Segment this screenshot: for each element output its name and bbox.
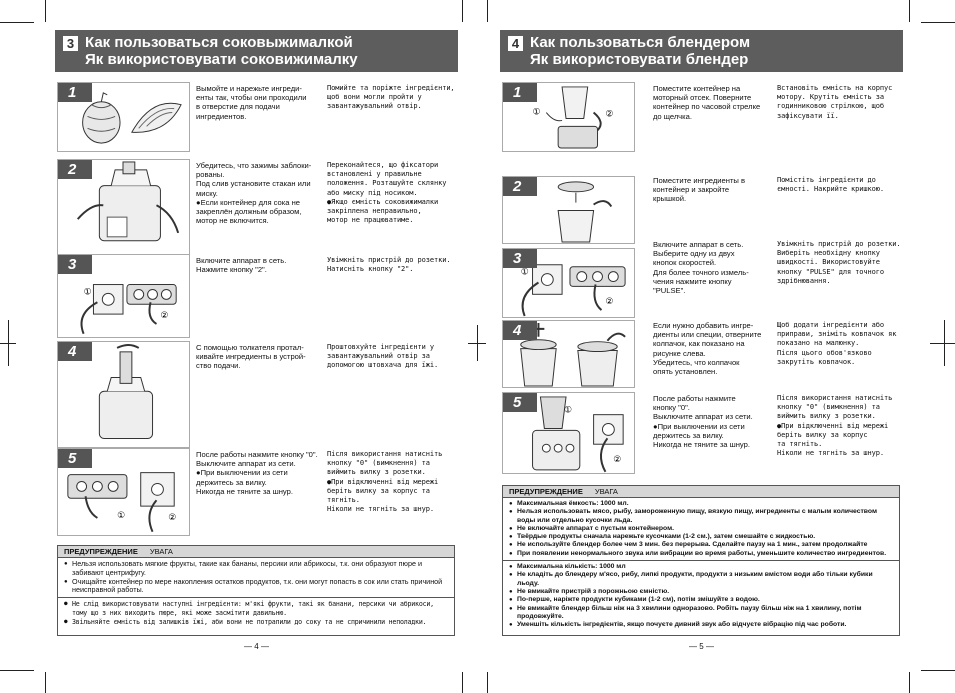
page-number: — 4 —: [244, 642, 269, 651]
warning-list-ua: [503, 561, 899, 631]
warning-label-ru: ПРЕДУПРЕЖДЕНИЕ: [64, 547, 138, 556]
warning-item: ● Не используйте блендер более чем 3 мин. без перерыва. Сделайте паузу на 1 мин., затем продолжайте: [509, 541, 895, 549]
crop-mark: [462, 672, 463, 693]
svg-text:②: ②: [605, 109, 614, 120]
page-blender: [500, 30, 903, 656]
title-ua: Як використовувати соковижималку: [85, 51, 358, 68]
step-text-ru: Включите аппарат в сеть. Выберите одну из двух кнопок скоростей. Для более точного измель- чения нажмите кнопку "PULSE".: [653, 240, 749, 296]
step-illustration: [57, 254, 190, 338]
svg-text:②: ②: [168, 512, 177, 523]
step-text-ru: С помощью толкателя протал- кивайте ингредиенты в устрой- ство подачи.: [196, 343, 306, 371]
title-ua: Як використовувати блендер: [530, 51, 749, 68]
step-illustration: [502, 320, 635, 388]
svg-text:①: ①: [532, 107, 541, 118]
crop-mark: [487, 672, 488, 693]
step-text-ua: Помістіть інгредієнти до ємності. Накрийте кришкою.: [777, 176, 884, 194]
page-juicer: [55, 30, 458, 656]
step-text-ru: Убедитесь, что зажимы заблоки- рованы. Под слив установите стакан или миску. ●Если контейнер для сока не закреплён должным образом, мотор не включится.: [196, 161, 312, 226]
svg-text:①: ①: [83, 287, 92, 298]
svg-text:②: ②: [613, 454, 622, 465]
warning-label-ru: ПРЕДУПРЕЖДЕНИЕ: [509, 487, 583, 496]
warning-list-ua: [58, 598, 454, 628]
warning-item: ● При появлении ненормального звука или вибрации во время работы, уменьшите количество ингредиентов.: [509, 550, 895, 558]
title-ru: Как пользоваться блендером: [530, 34, 751, 51]
step-text-ua: Після використання натисніть кнопку "0" (вимкнення) та виймить вилку з розетки. ●При відключенні від мережі беріть вилку за корпус та тягніть. Ніколи не тягніть за шнур.: [777, 394, 893, 458]
svg-text:①: ①: [117, 510, 126, 521]
step-illustration: [57, 159, 190, 255]
warning-box: [57, 545, 455, 636]
warning-item: ● Максимальная ёмкость: 1000 мл.: [509, 500, 895, 508]
warning-item: ● Не вмикайте пристрій з порожньою ємністю.: [509, 588, 895, 596]
step-number: 1: [58, 83, 92, 102]
warning-list-ru: [58, 558, 454, 598]
step-text-ru: Вымойте и нарежьте ингреди- енты так, чтобы они проходили в отверстие для подачи ингредиентов.: [196, 84, 307, 121]
svg-text:①: ①: [564, 405, 573, 416]
crop-mark: [909, 0, 910, 22]
crop-mark: [462, 0, 463, 22]
step-illustration: [502, 392, 635, 474]
crop-mark: [921, 670, 955, 671]
step-text-ru: Поместите контейнер на моторный отсек. Поверните контейнер по часовой стрелке до щелчка.: [653, 84, 761, 121]
svg-text:②: ②: [605, 297, 614, 308]
warning-header: [58, 546, 454, 558]
warning-item: ● Очищайте контейнер по мере накопления остатков продуктов, т.к. они могут попасть в сок или стать причиной неисправной работы.: [64, 578, 450, 596]
step-illustration: [502, 248, 635, 318]
section-header: [500, 30, 903, 72]
registration-mark: [8, 320, 9, 366]
step-text-ua: Щоб додати інгредієнти або приправи, зніміть ковпачок як показано на малюнку. Після цього обов'язково закрутіть ковпачок.: [777, 321, 897, 366]
warning-item: ● Нельзя использовать мясо, рыбу, замороженную пищу, вязкую пищу, ингредиенты с малым количеством воды или отдельно кусочки льда.: [509, 508, 895, 525]
crop-mark: [909, 672, 910, 693]
step-text-ru: Поместите ингредиенты в контейнер и закройте крышкой.: [653, 176, 746, 204]
step-number: 5: [503, 393, 537, 412]
step-number: 4: [503, 321, 537, 340]
crop-mark: [0, 670, 34, 671]
crop-mark: [0, 22, 34, 23]
svg-text:①: ①: [520, 267, 529, 278]
step-number: 1: [503, 83, 537, 102]
step-text-ua: Переконайтеся, що фіксатори встановлені у правильне положення. Розташуйте склянку або миску під носиком. ●Якщо ємність соковижималки закріплена неправильно, мотор не працюватиме.: [327, 161, 447, 225]
warning-item: ● По-перше, наріжте продукти кубиками (1-2 см), потім змішуйте з водою.: [509, 596, 895, 604]
crop-mark: [921, 22, 955, 23]
step-number: 3: [58, 255, 92, 274]
page-number: — 5 —: [689, 642, 714, 651]
step-text-ru: Если нужно добавить ингре- диенты или специи, отверните колпачок, как показано на рисунке слева. Убедитесь, что колпачок опять установлен.: [653, 321, 762, 377]
warning-item: ● Максимальна кількість: 1000 мл: [509, 563, 895, 571]
step-number: 2: [58, 160, 92, 179]
warning-item: ● Не вмикайте блендер більш ніж на 3 хвилини одноразово. Робіть паузу більш ніж на 1 хвилину, потім продовжуйте.: [509, 605, 895, 622]
step-text-ru: После работы нажмите кнопку "0". Выключите аппарат из сети. ●При выключении из сети держитесь за вилку. Никогда не тяните за шнур.: [653, 394, 753, 450]
svg-text:②: ②: [160, 311, 169, 322]
step-text-ua: Встановіть ємність на корпус мотору. Крутіть ємність за годинниковою стрілкою, щоб зафіксувати її.: [777, 84, 893, 120]
step-number: 5: [58, 449, 92, 468]
title-ru: Как пользоваться соковыжималкой: [85, 34, 353, 51]
warning-label-ua: УВАГА: [149, 547, 173, 556]
section-number: 3: [63, 36, 78, 51]
step-number: 2: [503, 177, 537, 196]
crop-mark: [487, 0, 488, 22]
warning-list-ru: [503, 498, 899, 561]
warning-label-ua: УВАГА: [594, 487, 618, 496]
step-text-ru: Включите аппарат в сеть. Нажмите кнопку "2".: [196, 256, 287, 275]
section-number: 4: [508, 36, 523, 51]
warning-item: ● Уменшіть кількість інгредієнтів, якщо почуєте дивний звук або відчуєте вібрацію під час роботи.: [509, 621, 895, 629]
step-illustration: [57, 341, 190, 448]
step-text-ua: Увімкніть пристрій до розетки. Виберіть необхідну кнопку швидкості. Використовуйте кнопку "PULSE" для точного здрібнювання.: [777, 240, 901, 285]
step-text-ua: Увімкніть пристрій до розетки. Натисніть кнопку "2".: [327, 256, 451, 274]
step-text-ru: После работы нажмите кнопку "0". Выключите аппарат из сети. ●При выключении из сети держитесь за вилку. Никогда не тяните за шнур.: [196, 450, 318, 496]
warning-item: ● Твёрдые продукты сначала нарежьте кусочками (1-2 см.), затем смешайте с жидкостью.: [509, 533, 895, 541]
warning-box: [502, 485, 900, 636]
crop-mark: [45, 672, 46, 693]
step-number: 4: [58, 342, 92, 361]
step-text-ua: Проштовхуйте інгредієнти у завантажувальний отвір за допомогою штовхача для їжі.: [327, 343, 439, 370]
warning-header: [503, 486, 899, 498]
step-illustration: [57, 82, 190, 152]
step-number: 3: [503, 249, 537, 268]
step-illustration: [502, 176, 635, 244]
registration-mark: [930, 343, 955, 344]
step-text-ua: Після використання натисніть кнопку "0" (вимкнення) та виймить вилку з розетки. ●При відключенні від мережі беріть вилку за корпус та тягніть. Ніколи не тягніть за шнур.: [327, 450, 443, 514]
step-text-ua: Помийте та поріжте інгредієнти, щоб вони могли пройти у завантажувальний отвір.: [327, 84, 455, 111]
warning-item: ● Не кладіть до блендеру м'ясо, рибу, липкі продукти, продукти з низьким вмістом води або тільки кубики льоду.: [509, 571, 895, 588]
step-illustration: [502, 82, 635, 152]
warning-item: ● Не включайте аппарат с пустым контейнером.: [509, 525, 895, 533]
warning-item: ● Звільняйте ємність від залишків їжі, аби вони не потрапили до соку та не спричинили неполадки.: [64, 618, 450, 627]
registration-mark: [477, 325, 478, 361]
warning-item: ● Не слід використовувати наступні інгредієнти: м'які фрукти, такі як банани, персики чи абрикоси, тому що з них виходить пюре, які може засмітити давильню.: [64, 600, 450, 618]
crop-mark: [45, 0, 46, 22]
registration-mark: [944, 320, 945, 366]
section-header: [55, 30, 458, 72]
warning-item: ● Нельзя использовать мягкие фрукты, такие как бананы, персики или абрикосы, т.к. они образуют пюре и забивают центрифугу.: [64, 560, 450, 578]
step-illustration: [57, 448, 190, 536]
